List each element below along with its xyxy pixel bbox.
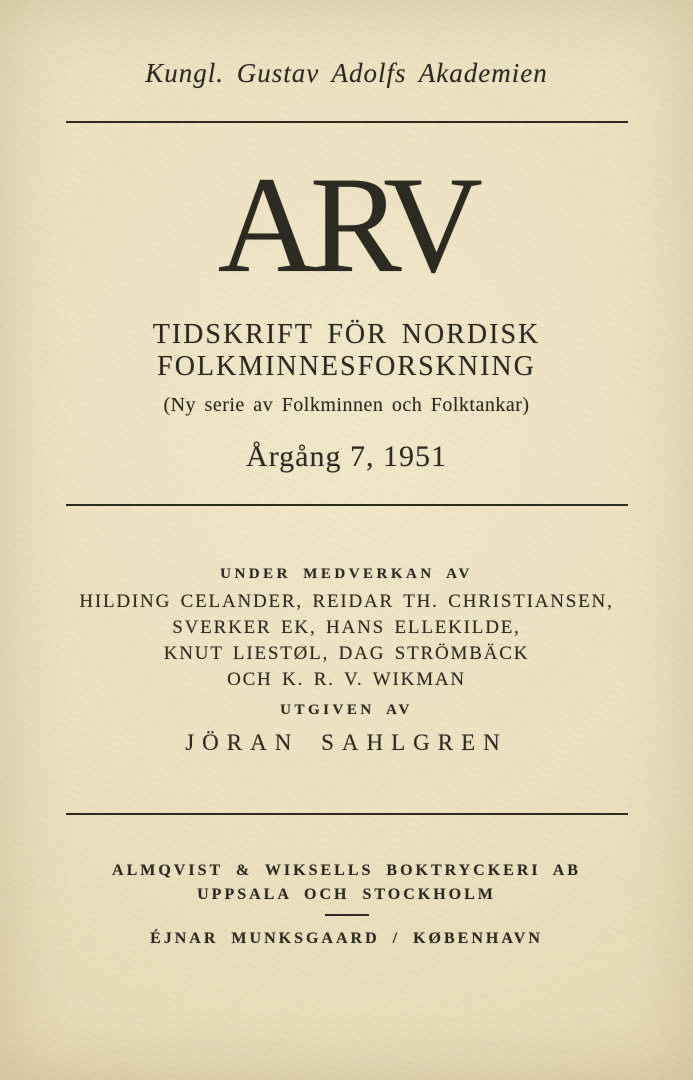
publisher-name: ÉJNAR MUNKSGAARD / KØBENHAVN <box>150 930 543 947</box>
volume-year: Årgång 7, 1951 <box>246 440 447 473</box>
contributors-line: KNUT LIESTØL, DAG STRÖMBÄCK <box>163 643 530 664</box>
journal-title: ARV <box>217 148 476 301</box>
contributors-line: HILDING CELANDER, REIDAR TH. CHRISTIANSEN, <box>79 591 614 612</box>
top-rule <box>66 121 628 123</box>
bottom-rule <box>66 813 628 815</box>
printer-name: ALMQVIST & WIKSELLS BOKTRYCKERI AB <box>112 862 581 879</box>
academy-name: Kungl. Gustav Adolfs Akademien <box>145 58 548 88</box>
contributors-list <box>0 589 693 693</box>
imprint-divider <box>325 914 369 916</box>
printer-location: UPPSALA OCH STOCKHOLM <box>197 886 496 903</box>
middle-rule <box>66 504 628 506</box>
contributors-line: SVERKER EK, HANS ELLEKILDE, <box>172 617 521 638</box>
contributors-heading: UNDER MEDVERKAN AV <box>220 566 473 582</box>
editor-name: JÖRAN SAHLGREN <box>185 730 508 755</box>
editor-heading: UTGIVEN AV <box>280 702 413 718</box>
series-note: (Ny serie av Folkminnen och Folktankar) <box>163 394 530 416</box>
journal-subtitle: TIDSKRIFT FÖR NORDISK FOLKMINNESFORSKNING <box>152 319 541 382</box>
contributors-line: OCH K. R. V. WIKMAN <box>227 669 466 690</box>
